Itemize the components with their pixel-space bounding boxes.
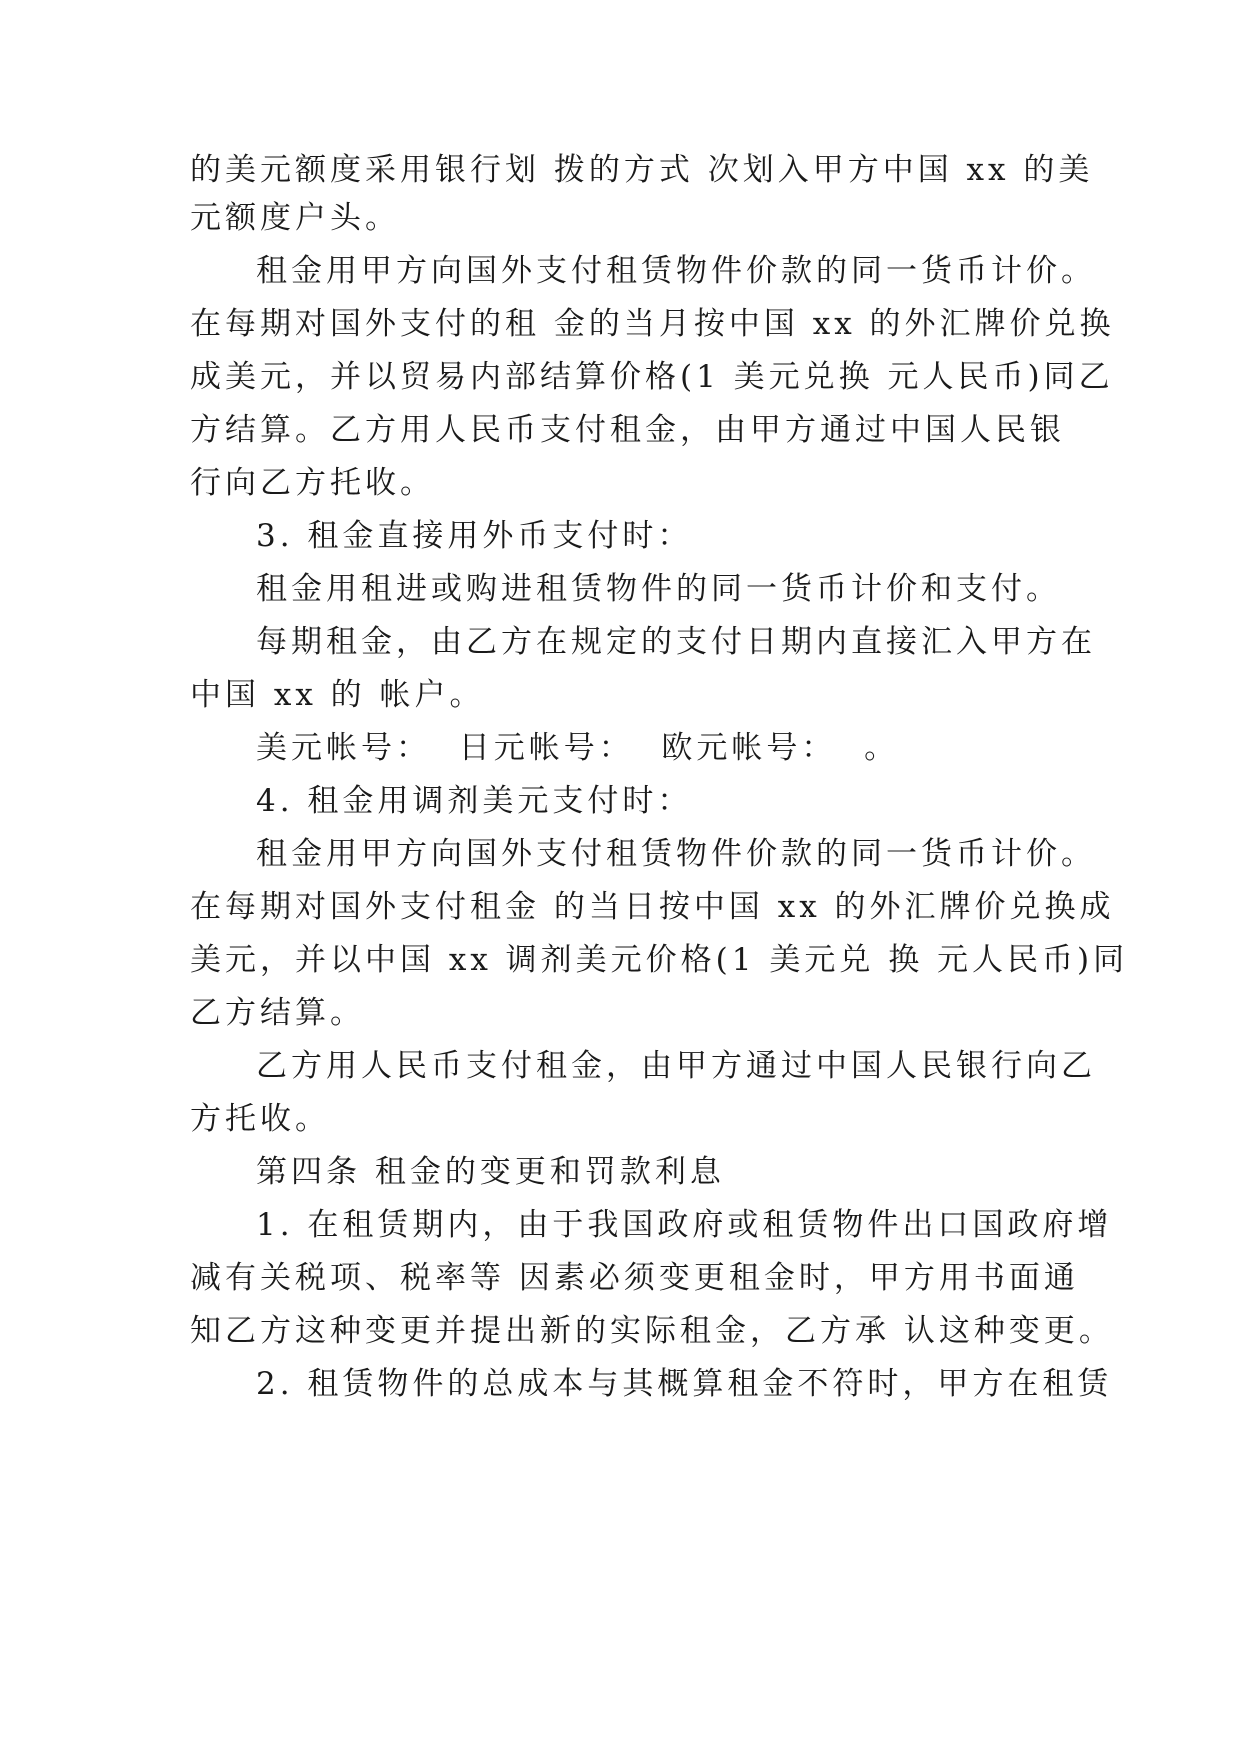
- text-line: 3. 租金直接用外币支付时：: [256, 518, 693, 554]
- text-line: 2. 租赁物件的总成本与其概算租金不符时，甲方在租赁: [256, 1366, 1113, 1402]
- text-line: 乙方结算。: [190, 995, 365, 1031]
- text-line: 知乙方这种变更并提出新的实际租金，乙方承 认这种变更。: [190, 1313, 1114, 1349]
- text-line: 方托收。: [190, 1101, 330, 1137]
- text-line: 的美元额度采用银行划 拨的方式 次划入甲方中国 xx 的美: [190, 152, 1094, 188]
- text-line: 在每期对国外支付租金 的当日按中国 xx 的外汇牌价兑换成: [190, 889, 1115, 925]
- text-line: 方结算。乙方用人民币支付租金，由甲方通过中国人民银: [190, 412, 1065, 448]
- section-heading: 第四条 租金的变更和罚款利息: [256, 1154, 725, 1190]
- text-line: 美元帐号： 日元帐号： 欧元帐号： 。: [256, 730, 900, 766]
- text-line: 每期租金，由乙方在规定的支付日期内直接汇入甲方在: [256, 624, 1096, 660]
- text-line: 中国 xx 的 帐户。: [190, 677, 485, 713]
- text-line: 租金用甲方向国外支付租赁物件价款的同一货币计价。: [256, 836, 1096, 872]
- text-line: 美元，并以中国 xx 调剂美元价格(1 美元兑 换 元人民币)同: [190, 942, 1129, 978]
- text-line: 乙方用人民币支付租金，由甲方通过中国人民银行向乙: [256, 1048, 1096, 1084]
- text-line: 4. 租金用调剂美元支付时：: [256, 783, 693, 819]
- text-line: 租金用租进或购进租赁物件的同一货币计价和支付。: [256, 571, 1061, 607]
- text-line: 在每期对国外支付的租 金的当月按中国 xx 的外汇牌价兑换: [190, 306, 1115, 342]
- text-line: 1. 在租赁期内，由于我国政府或租赁物件出口国政府增: [256, 1207, 1113, 1243]
- text-line: 减有关税项、税率等 因素必须变更租金时，甲方用书面通: [190, 1260, 1079, 1296]
- text-line: 成美元，并以贸易内部结算价格(1 美元兑换 元人民币)同乙: [190, 359, 1114, 395]
- text-line: 租金用甲方向国外支付租赁物件价款的同一货币计价。: [256, 253, 1096, 289]
- text-line: 行向乙方托收。: [190, 465, 435, 501]
- text-line: 元额度户头。: [190, 200, 400, 236]
